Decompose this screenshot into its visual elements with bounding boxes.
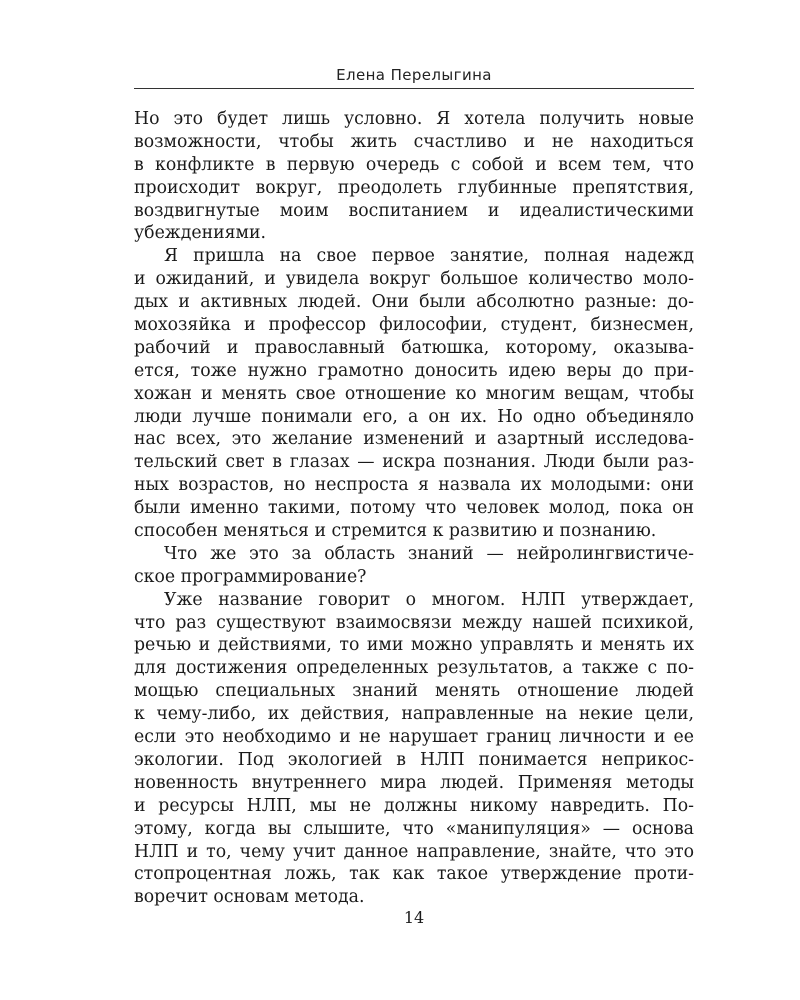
text-line: тельский свет в глазах — искра познания. Люди были раз- <box>134 452 694 473</box>
paragraph <box>134 245 694 543</box>
text-line: новенность внутреннего мира людей. Применяя методы <box>134 772 694 793</box>
text-line: Но это будет лишь условно. Я хотела получить новые <box>134 109 694 129</box>
text-line: этому, когда вы слышите, что «манипуляция» — основа <box>134 818 694 839</box>
text-line: НЛП и то, чему учит данное направление, знайте, что это <box>134 841 694 862</box>
text-line: люди лучше понимали его, а он их. Но одно объединяло <box>134 406 694 427</box>
paragraph <box>134 108 694 245</box>
text-line: Уже название говорит о многом. НЛП утверждает, <box>164 589 694 610</box>
text-line: мохозяйка и профессор философии, студент, бизнесмен, <box>134 315 694 336</box>
paragraph <box>134 543 694 589</box>
text-line: ское программирование? <box>134 566 367 587</box>
text-line: нас всех, это желание изменений и азартный исследова- <box>134 429 694 450</box>
text-line: мощью специальных знаний менять отношение людей <box>134 681 694 702</box>
text-line: речью и действиями, то ими можно управлять и менять их <box>134 635 694 656</box>
text-line: для достижения определенных результатов, а также с по- <box>134 658 694 679</box>
text-line: возможности, чтобы жить счастливо и не находиться <box>134 131 694 152</box>
text-line: дых и активных людей. Они были абсолютно разные: до- <box>134 292 694 313</box>
text-line: хожан и менять свое отношение ко многим вещам, чтобы <box>134 383 694 404</box>
text-line: воздвигнутые моим воспитанием и идеалистическими <box>134 200 694 221</box>
text-line: стопроцентная ложь, так как такое утверждение проти- <box>134 864 694 885</box>
text-line: происходит вокруг, преодолеть глубинные препятствия, <box>134 177 694 198</box>
text-line: способен меняться и стремится к развитию и познанию. <box>134 521 657 542</box>
text-line: Я пришла на свое первое занятие, полная надежд <box>164 246 694 267</box>
text-line: рабочий и православный батюшка, которому, оказыва- <box>134 337 694 358</box>
page-number: 14 <box>403 908 425 927</box>
text-line: убеждениями. <box>134 223 266 244</box>
text-line: воречит основам метода. <box>134 887 365 908</box>
text-line: ных возрастов, но неспроста я назвала их молодыми: они <box>134 475 694 496</box>
text-line: и ожиданий, и увидела вокруг большое количество моло- <box>134 269 694 290</box>
text-line: в конфликте в первую очередь с собой и всем тем, что <box>134 154 694 175</box>
paragraph <box>134 589 694 909</box>
text-line: и ресурсы НЛП, мы не должны никому навредить. По- <box>134 795 694 816</box>
text-line: Что же это за область знаний — нейролингвистиче- <box>164 543 694 564</box>
running-head-author: Елена Перелыгина <box>336 66 492 84</box>
text-line: к чему-либо, их действия, направленные на некие цели, <box>134 704 694 725</box>
text-line: что раз существуют взаимосвязи между нашей психикой, <box>134 612 694 633</box>
header-rule <box>134 88 694 89</box>
text-line: были именно такими, потому что человек молод, пока он <box>134 498 694 519</box>
text-line: ется, тоже нужно грамотно доносить идею веры до при- <box>134 360 694 381</box>
text-line: экологии. Под экологией в НЛП понимается неприкос- <box>134 749 694 770</box>
body-text <box>134 108 694 909</box>
text-line: если это необходимо и не нарушает границ личности и ее <box>134 727 694 748</box>
